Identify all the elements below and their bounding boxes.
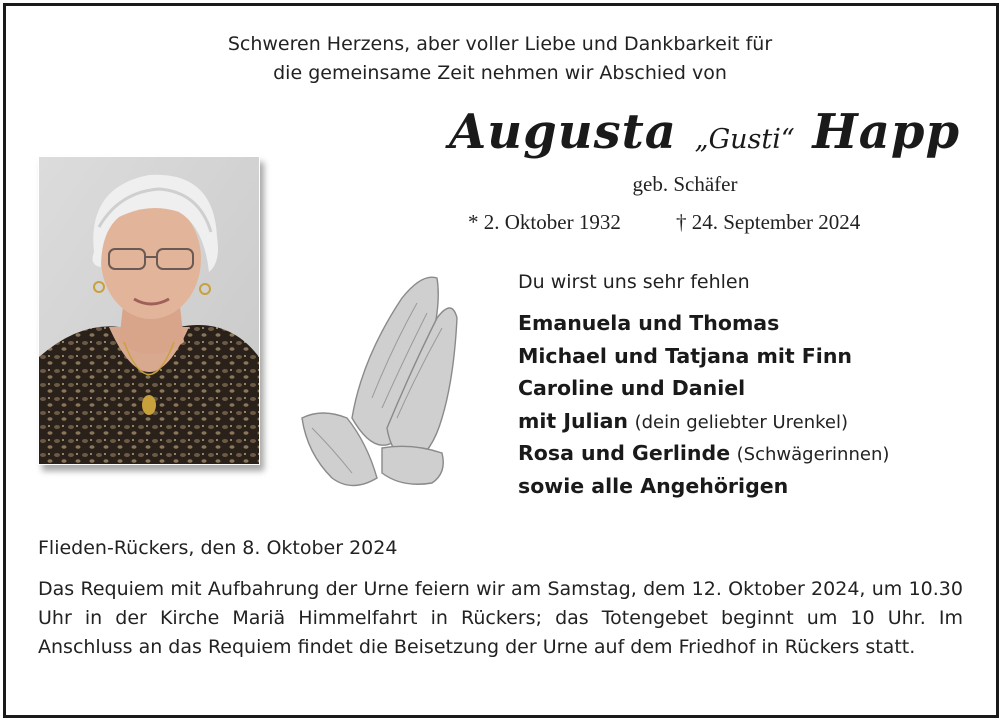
mourner-name: Caroline und Daniel [518,376,746,401]
mourner-line [518,474,889,507]
mourners-list [518,311,889,507]
mourner-line [518,376,889,409]
mourner-note: (Schwägerinnen) [736,444,890,466]
nickname: „Gusti“ [694,124,795,155]
last-name: Happ [812,104,960,160]
place-date: Flieden-Rückers, den 8. Oktober 2024 [38,537,398,559]
mourner-name: Rosa und Gerlinde [518,441,731,466]
mourner-line [518,311,889,344]
intro-text [0,30,1000,88]
service-info: Das Requiem mit Aufbahrung der Urne feiern wir am Samstag, dem 12. Oktober 2024, um 10.30 Uhr in der Kirche Mariä Himmelfahrt in Rückers; das Totengebet beginnt um 10 Uhr. Im Anschluss an das Requiem findet die Beisetzung der Urne auf dem Friedhof in Rückers statt. [38,578,963,658]
first-name: Augusta [448,104,677,160]
praying-hands-icon [292,268,462,494]
mourner-line [518,409,889,442]
deceased-name [420,104,960,160]
mourner-name: sowie alle Angehörigen [518,473,789,498]
mourner-name: Michael und Tatjana mit Finn [518,343,853,368]
death-date: † 24. September 2024 [676,210,861,234]
mourner-line [518,344,889,377]
birth-name: geb. Schäfer [632,172,738,196]
intro-line-1: Schweren Herzens, aber voller Liebe und Dankbarkeit für [227,33,773,55]
mourner-note: (dein geliebter Urenkel) [634,411,849,433]
mourner-name: Emanuela und Thomas [518,311,780,335]
portrait-photo [38,156,260,465]
farewell-line: Du wirst uns sehr fehlen [518,271,750,293]
mourner-name: mit Julian [518,408,629,433]
intro-line-2: die gemeinsame Zeit nehmen wir Abschied von [273,62,727,84]
mourner-line [518,441,889,474]
birth-date: * 2. Oktober 1932 [468,210,621,234]
